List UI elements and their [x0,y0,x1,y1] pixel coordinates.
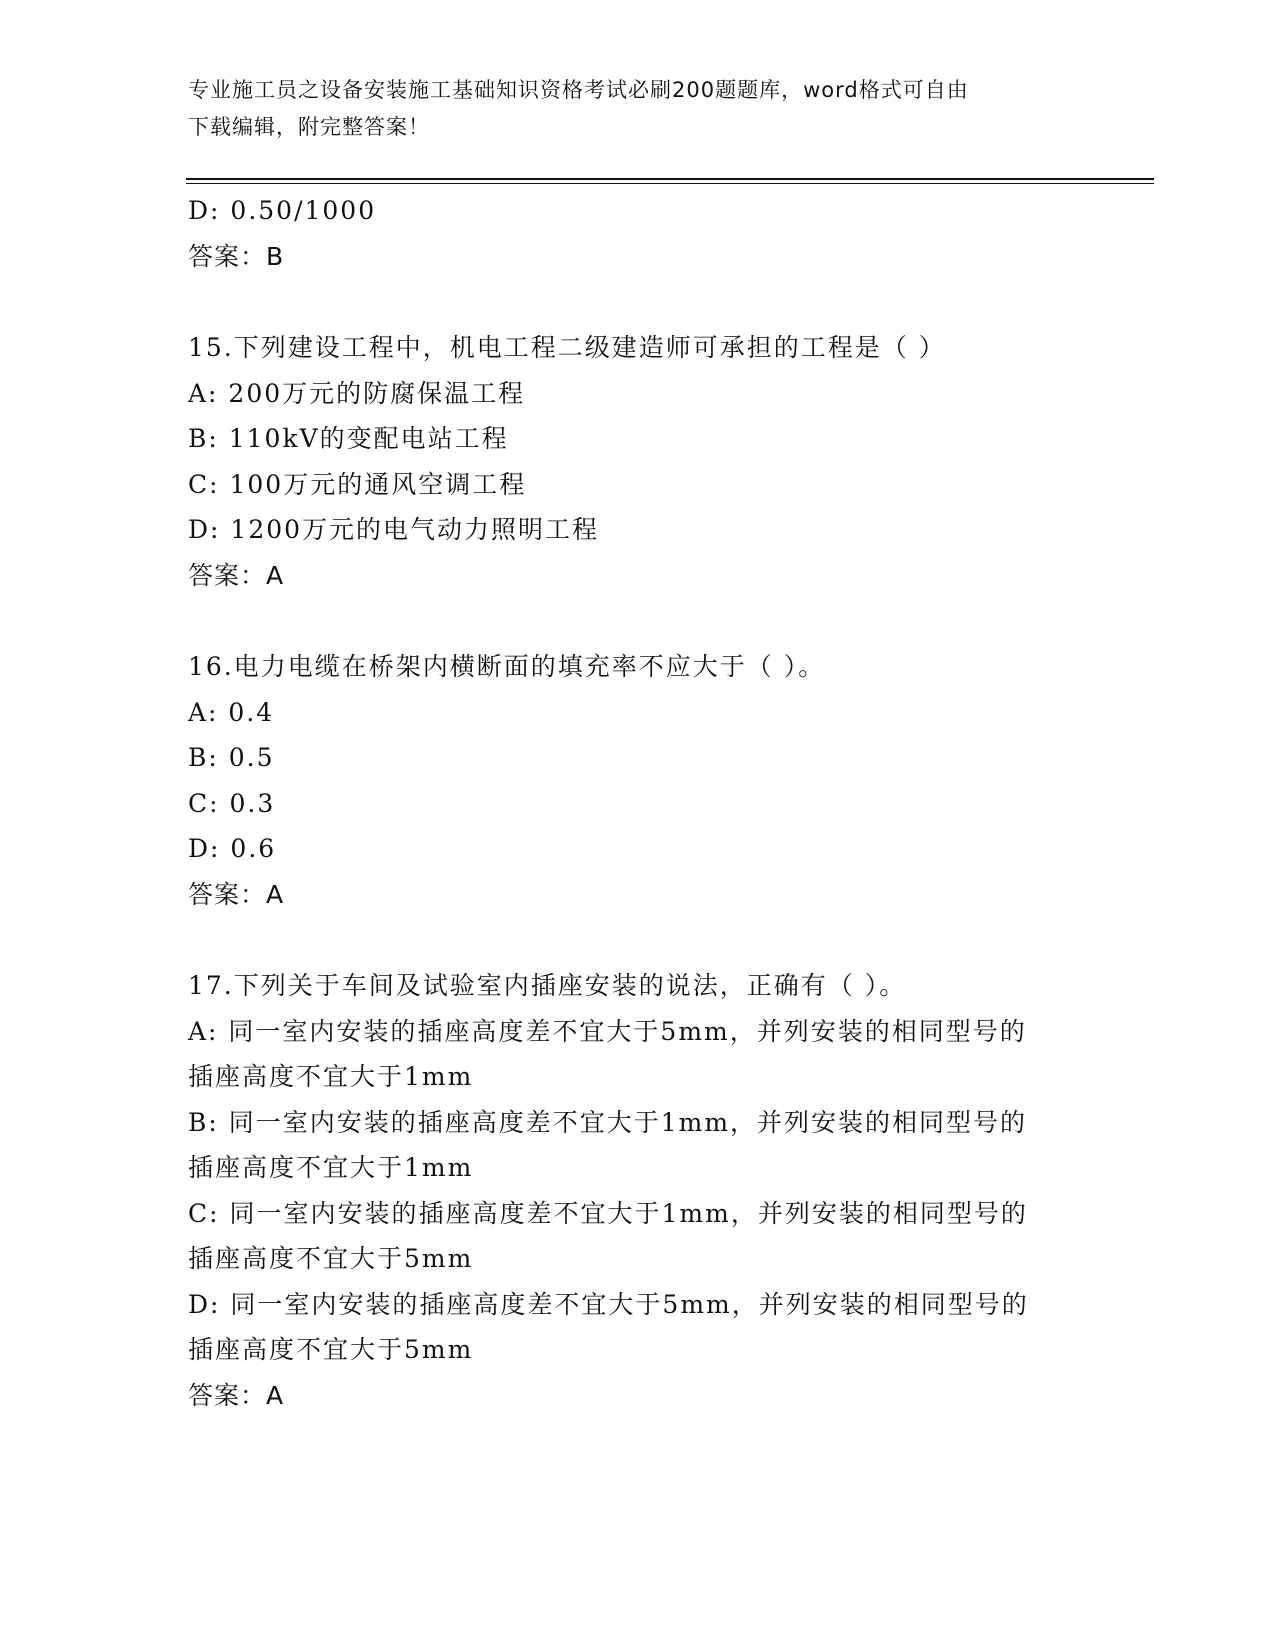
option-d-line-1: D: 同一室内安装的插座高度差不宜大于5mm，并列安装的相同型号的 [188,1289,1029,1319]
question-17 [188,963,1088,1418]
document-body [188,188,1088,1418]
question-15 [188,325,1088,598]
option-a: A: 200万元的防腐保温工程 [188,378,526,408]
answer: 答案：A [188,560,285,590]
header-divider-thick [186,178,1154,180]
question-stem: 17.下列关于车间及试验室内插座安装的说法，正确有（ ）。 [188,971,907,1000]
option-a-line-1: A: 同一室内安装的插座高度差不宜大于5mm，并列安装的相同型号的 [188,1016,1027,1046]
question-16 [188,644,1088,917]
option-b: B: 110kV的变配电站工程 [188,424,509,453]
spacer [188,598,1088,644]
spacer [188,279,1088,325]
header-line-1: 专业施工员之设备安装施工基础知识资格考试必刷200题题库，word格式可自由 [188,78,969,102]
option-a: A: 0.4 [188,697,275,727]
document-header [188,72,1068,146]
option-d-line-2: 插座高度不宜大于5mm [188,1335,474,1364]
option-a-line-2: 插座高度不宜大于1mm [188,1062,474,1091]
option-b-line-1: B: 同一室内安装的插座高度差不宜大于1mm，并列安装的相同型号的 [188,1107,1028,1137]
option-c: C: 100万元的通风空调工程 [188,469,527,499]
option-d: D: 0.6 [188,834,277,863]
answer: 答案：A [188,879,285,909]
header-line-2: 下载编辑，附完整答案！ [188,115,430,139]
question-14-tail [188,188,1088,279]
option-b: B: 0.5 [188,743,275,772]
option-c-line-2: 插座高度不宜大于5mm [188,1244,474,1273]
spacer [188,917,1088,963]
question-stem: 15.下列建设工程中，机电工程二级建造师可承担的工程是（ ） [188,333,946,362]
option-b-line-2: 插座高度不宜大于1mm [188,1153,474,1182]
option-c-line-1: C: 同一室内安装的插座高度差不宜大于1mm，并列安装的相同型号的 [188,1198,1028,1228]
answer: 答案：A [188,1380,285,1410]
question-stem: 16.电力电缆在桥架内横断面的填充率不应大于（ ）。 [188,652,826,681]
option-d: D: 0.50/1000 [188,196,377,225]
option-c: C: 0.3 [188,788,276,818]
header-divider-thin [186,183,1154,184]
answer: 答案：B [188,241,285,271]
option-d: D: 1200万元的电气动力照明工程 [188,515,600,544]
